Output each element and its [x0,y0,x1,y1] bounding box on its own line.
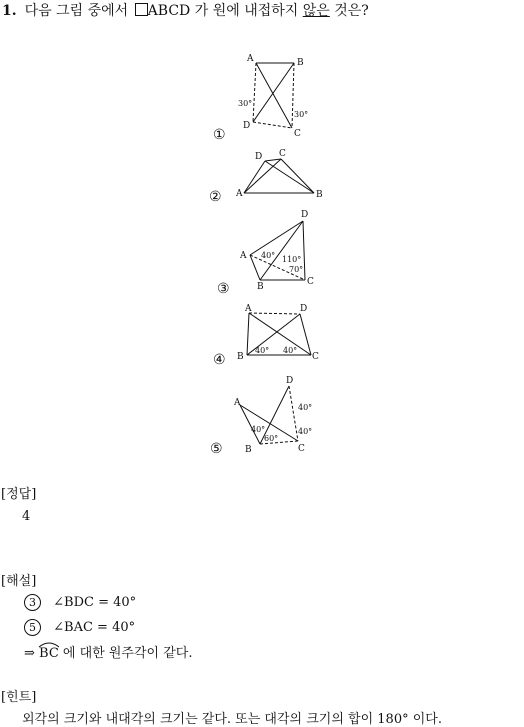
fig5-label-c: C [298,444,305,454]
arc-label: BC [39,646,59,661]
fig4-label-c: C [312,352,319,362]
question-number: 1. [2,3,17,19]
fig3-angle-3: 70° [289,265,304,274]
fig5-label-d: D [286,376,294,386]
figure-choice-1 [213,54,308,143]
fig3-label-d: D [301,210,309,220]
answer-value: 4 [22,509,31,524]
choice-5-marker: ⑤ [210,441,223,457]
fig3-label-c: C [307,277,314,287]
fig5-angle-2: 40° [298,427,313,436]
fig1-label-b: B [297,58,304,68]
figure-choice-2 [209,149,323,205]
fig1-angle-2: 30° [294,110,309,119]
fig4-angle-1: 40° [255,346,270,355]
fig1-label-a: A [247,54,254,64]
choice-1-marker: ① [213,127,226,143]
fig5-angle-3: 40° [251,425,266,434]
explanation-line-1 [24,594,136,611]
fig4-label-b: B [237,352,244,362]
hint-text: 외각의 크기와 내대각의 크기는 같다. 또는 대각의 크기의 합이 180° 이다. [22,712,442,727]
fig3-angle-2: 110° [282,255,302,264]
fig1-angle-1: 30° [238,99,253,108]
fig4-angle-2: 40° [283,346,298,355]
explanation-line-3 [24,642,192,661]
question-text-after: 것은? [329,3,369,19]
choice-3-marker: ③ [217,281,230,297]
question-text-before: 다음 그림 중에서 [24,3,133,19]
fig1-label-c: C [294,129,301,139]
choice-2-marker: ② [209,189,222,205]
explanation-marker-5: 5 [24,619,41,636]
explanation-line-2-text: ∠BAC = 40° [53,620,136,635]
hint-heading: [힌트] [1,690,37,705]
fig2-label-d: D [255,152,263,162]
fig5-label-a: A [234,398,241,408]
fig5-angle-4: 60° [264,434,279,443]
fig3-label-b: B [257,282,264,292]
fig3-label-a: A [240,251,247,261]
arc-icon [38,642,60,648]
question-underlined-word: 않은 [302,3,330,19]
explanation-line-2 [24,619,135,636]
answer-heading: [정답] [1,487,37,502]
fig2-label-a: A [236,189,243,199]
question-text-mid: 가 원에 내접하지 [190,3,303,19]
question-shape-name: ABCD [147,3,191,19]
explanation-line-1-text: ∠BDC = 40° [53,595,137,610]
arc-bc [39,646,59,661]
figure-choice-3 [217,210,314,297]
fig3-angle-1: 40° [261,251,276,260]
figure-choice-5 [210,376,312,457]
explanation-marker-3: 3 [24,594,41,611]
fig4-label-a: A [245,304,252,314]
explanation-heading: [해설] [1,574,37,589]
explanation-arrow: ⇒ [24,646,40,661]
choice-4-marker: ④ [213,352,226,368]
fig2-label-b: B [316,190,323,200]
fig5-angle-1: 40° [298,403,313,412]
fig2-label-c: C [279,149,286,159]
explanation-line-3-text: 에 대한 원주각이 같다. [58,646,193,661]
fig4-label-d: D [300,304,308,314]
fig1-label-d: D [243,121,251,131]
figure-choice-4 [213,304,319,368]
fig5-label-b: B [245,445,252,455]
